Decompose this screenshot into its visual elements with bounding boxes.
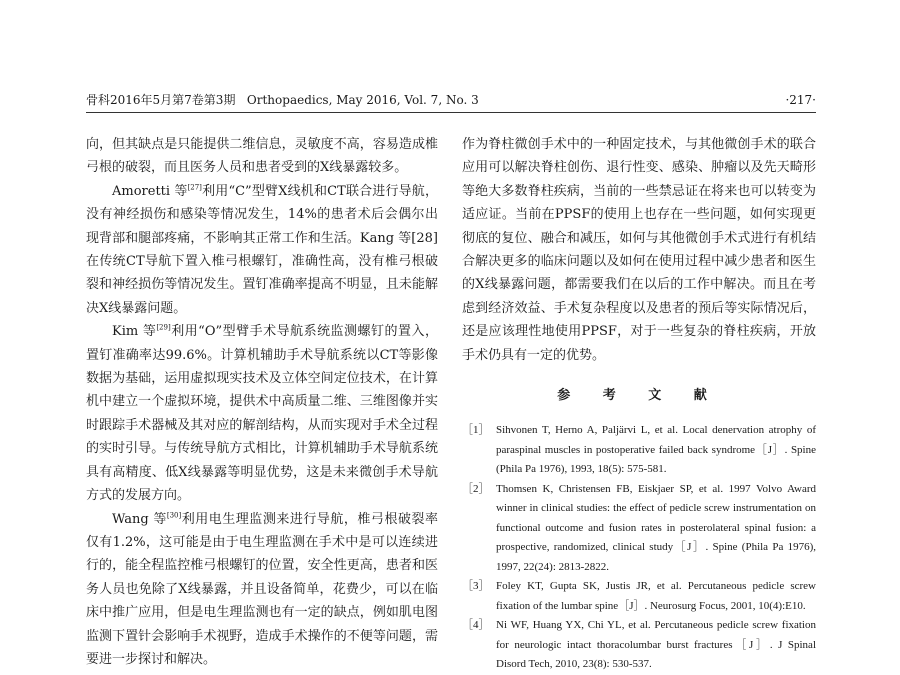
- right-column: [462, 133, 816, 675]
- paragraph: [86, 180, 438, 320]
- paragraph: [86, 508, 438, 672]
- citation-marker: [30]: [166, 511, 182, 520]
- reference-number: ［3］: [462, 580, 490, 593]
- reference-item: [462, 421, 816, 480]
- paragraph: 作为脊柱微创手术中的一种固定技术，与其他微创手术的联合应用可以解决脊柱创伤、退行性变、感染、肿瘤以及先天畸形等绝大多数脊柱疾病，当前的一些禁忌证在将来也可以转变为适应证。当前在PPSF的使用上也存在一些问题，如何实现更彻底的复位、融合和减压，如何与其他微创手术式进行有机结合解决更多的临床问题以及如何在使用过程中减少患者和医生的X线暴露问题，都需要我们在以后的工作中解决。而且在考虑到经济效益、手术复杂程度以及患者的预后等实际情况后，还是应该理性地使用PPSF，对于一些复杂的脊柱疾病，开放手术仍具有一定的优势。: [462, 137, 816, 363]
- reference-text: Foley KT, Gupta SK, Justis JR, et al. Percutaneous pedicle screw fixation of the lumbar spine［J］. Neurosurg Focus, 2001, 10(4):E10.: [496, 580, 816, 612]
- references-heading: 参 考 文 献: [557, 388, 721, 404]
- journal-citation: [86, 92, 479, 108]
- reference-number: ［1］: [462, 424, 490, 437]
- journal-name-zh: 骨科2016年5月第7卷第3期: [86, 93, 236, 107]
- paragraph-lead: Amoretti 等: [112, 183, 188, 199]
- citation-marker: [29]: [156, 323, 171, 332]
- reference-item: [462, 480, 816, 578]
- paragraph-body: 利用“O”型臂手术导航系统监测螺钉的置入，置钉准确率达99.6%。计算机辅助手术导航系统以CT等影像数据为基础，运用虚拟现实技术及立体空间定位技术，在计算机中建立一个虚拟环境，提供术中高质量二维、三维图像并实时跟踪手术器械及其对应的解剖结构，从而实现对手术全过程的实时引导。与传统导航方式相比，计算机辅助手术导航系统具有高精度、低X线暴露等明显优势，这是未来微创手术导航方式的发展方向。: [86, 324, 438, 504]
- left-column: [86, 133, 438, 671]
- paragraph: [86, 320, 438, 507]
- reference-number: ［2］: [462, 482, 490, 495]
- paragraph: 向，但其缺点是只能提供二维信息，灵敏度不高，容易造成椎弓根的破裂，而且医务人员和患者受到的X线暴露较多。: [86, 137, 438, 176]
- paragraph-body: 利用电生理监测来进行导航，椎弓根破裂率仅有1.2%，这可能是由于电生理监测在手术中是可以连续进行的，能全程监控椎弓根螺钉的位置，安全性更高，患者和医务人员也免除了X线暴露，并且设备简单，花费少，可以在临床中推广应用，但是电生理监测也有一定的缺点，例如肌电图监测下置针会影响手术视野，造成手术操作的不便等问题，需要进一步探讨和解决。: [86, 511, 438, 667]
- running-header: [86, 92, 816, 113]
- reference-item: [462, 577, 816, 616]
- reference-number: ［4］: [462, 619, 490, 632]
- page-number: ·217·: [785, 93, 816, 107]
- paragraph-body: 利用“C”型臂X线机和CT联合进行导航，没有神经损伤和感染等情况发生，14%的患者术后会偶尔出现背部和腿部疼痛，不影响其正常工作和生活。Kang 等[28]在传统CT导航下置入椎弓根螺钉，准确性高，没有椎弓根破裂和神经损伤等情况发生。置钉准确率提高不明显，且未能解决X线暴露问题。: [86, 183, 438, 316]
- citation-marker: [27]: [187, 183, 202, 192]
- reference-text: Ni WF, Huang YX, Chi YL, et al. Percutaneous pedicle screw fixation for neurologic intact thoracolumbar burst fractures［J］. J Spinal Disord Tech, 2010, 23(8): 530-537.: [496, 619, 816, 671]
- reference-item: [462, 616, 816, 675]
- journal-name-en: Orthopaedics, May 2016, Vol. 7, No. 3: [246, 93, 479, 107]
- reference-text: Sihvonen T, Herno A, Paljärvi L, et al. Local denervation atrophy of paraspinal muscles in postoperative failed back syndrome［J］. Spine (Phila Pa 1976), 1993, 18(5): 575-581.: [496, 424, 816, 476]
- reference-text: Thomsen K, Christensen FB, Eiskjaer SP, et al. 1997 Volvo Award winner in clinical studies: the effect of pedicle screw instrumentation on functional outcome and fusion rates in posterolateral spinal fusion: a prospective, randomized, clinical study［J］. Spine (Phila Pa 1976), 1997, 22(24): 2813-2822.: [496, 482, 816, 573]
- paragraph-lead: Wang 等: [112, 511, 167, 527]
- paragraph-lead: Kim 等: [112, 324, 157, 340]
